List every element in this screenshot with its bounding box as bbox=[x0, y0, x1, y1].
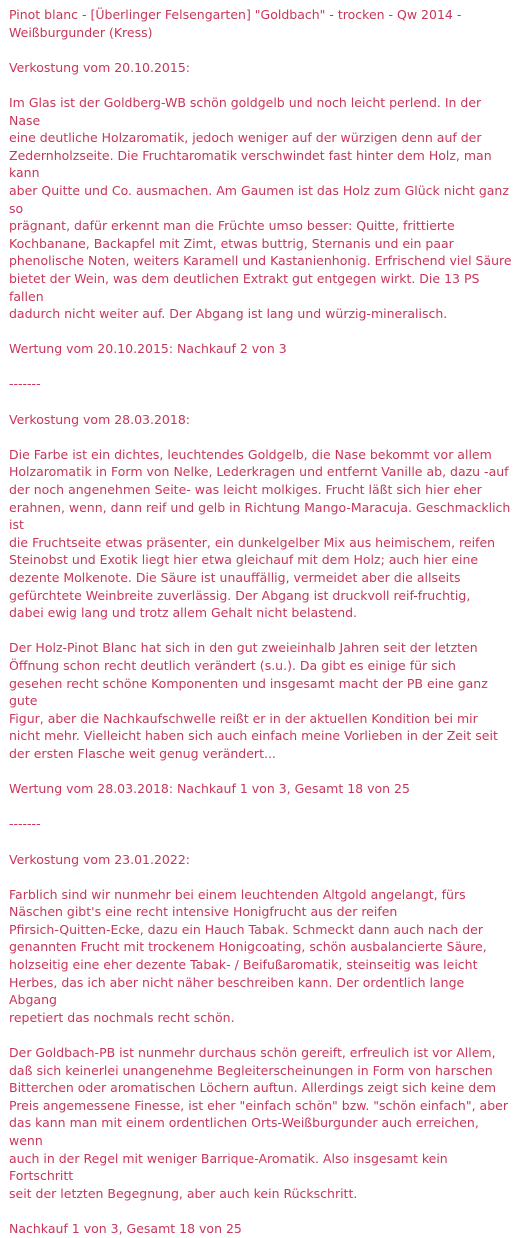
tasting-notes-2022: Farblich sind wir nunmehr bei einem leuchtenden Altgold angelangt, fürs Näschen gibt's eine recht intensive Honigfrucht aus der reifen Pfirsich-Quitten-Ecke, dazu ein Hauch Tabak. Schmeckt dann auch nach der genannten Frucht mit trockenem Honigcoating, schön ausbalancierte Säure, holzseitig eine eher dezente Tabak- / Beifußaromatik, steinseitig was leicht Herbes, das ich aber nicht näher beschreiben kann. Der ordentlich lange Abgang repetiert das nochmals recht schön. bbox=[9, 886, 487, 1025]
wine-title: Pinot blanc - [Überlinger Felsengarten] "Goldbach" - trocken - Qw 2014 - Weißburgunder (Kress) bbox=[9, 7, 462, 40]
rating-2022: Nachkauf 1 von 3, Gesamt 18 von 25 bbox=[9, 1220, 242, 1236]
tasting-notes-2015: Im Glas ist der Goldberg-WB schön goldgelb und noch leicht perlend. In der Nase eine deutliche Holzaromatik, jedoch weniger auf der würzigen denn auf der Zedernholzseite. Die Fruchtaromatik verschwindet fast hinter dem Holz, man kann aber Quitte und Co. ausmachen. Am Gaumen ist das Holz zum Glück nicht ganz so prägnant, dafür erkennt man die Früchte umso besser: Quitte, frittierte Kochbanane, Backapfel mit Zimt, etwas buttrig, Sternanis und ein paar phenolische Noten, weiters Karamell und Kastanienhonig. Erfrischend viel Säure bietet der Wein, was dem deutlichen Extrakt gut entgegen wirkt. Die 13 PS fallen dadurch nicht weiter auf. Der Abgang ist lang und würzig-mineralisch. bbox=[9, 94, 512, 322]
tasting-notes-document bbox=[9, 6, 512, 1238]
tasting-comment-2018: Der Holz-Pinot Blanc hat sich in den gut zweieinhalb Jahren seit der letzten Öffnung schon recht deutlich verändert (s.u.). Da gibt es einige für sich gesehen recht schöne Komponenten und insgesamt macht der PB eine ganz gute Figur, aber die Nachkaufschwelle reißt er in der aktuellen Kondition bei mir nicht mehr. Vielleicht haben sich auch einfach meine Vorlieben in der Zeit seit der ersten Flasche weit genug verändert... bbox=[9, 640, 498, 761]
tasting-heading-2018: Verkostung vom 28.03.2018: bbox=[9, 411, 190, 427]
rating-2018: Wertung vom 28.03.2018: Nachkauf 1 von 3, Gesamt 18 von 25 bbox=[9, 781, 410, 797]
tasting-heading-2022: Verkostung vom 23.01.2022: bbox=[9, 851, 190, 867]
tasting-heading-2015: Verkostung vom 20.10.2015: bbox=[9, 59, 190, 75]
rating-2015: Wertung vom 20.10.2015: Nachkauf 2 von 3 bbox=[9, 341, 287, 357]
tasting-comment-2022: Der Goldbach-PB ist nunmehr durchaus schön gereift, erfreulich ist vor Allem, daß sich keinerlei unangenehme Begleiterscheinungen in Form von harschen Bitterchen oder aromatischen Löchern auftun. Allerdings zeigt sich keine dem Preis angemessene Finesse, ist eher "einfach schön" bzw. "schön einfach", aber das kann man mit einem ordentlichen Orts-Weißburgunder auch erreichen, wenn auch in der Regel mit weniger Barrique-Aromatik. Also insgesamt kein Fortschritt seit der letzten Begegnung, aber auch kein Rückschritt. bbox=[9, 1045, 508, 1201]
separator: ------- bbox=[9, 376, 41, 392]
separator: ------- bbox=[9, 816, 41, 832]
tasting-notes-2018: Die Farbe ist ein dichtes, leuchtendes Goldgelb, die Nase bekommt vor allem Holzaromatik in Form von Nelke, Lederkragen und entfernt Vanille ab, dazu -auf der noch angenehmen Seite- was leicht molkiges. Frucht läßt sich hier eher erahnen, wenn, dann reif und gelb in Richtung Mango-Maracuja. Geschmacklich ist die Fruchtseite etwas präsenter, ein dunkelgelber Mix aus heimischem, reifen Steinobst und Exotik liegt hier etwa gleichauf mit dem Holz; auch hier eine dezente Molkenote. Die Säure ist unauffällig, vermeidet aber die allseits gefürchtete Weinbreite zuverlässig. Der Abgang ist druckvoll reif-fruchtig, dabei ewig lang und trotz allem Gehalt nicht belastend. bbox=[9, 446, 511, 621]
